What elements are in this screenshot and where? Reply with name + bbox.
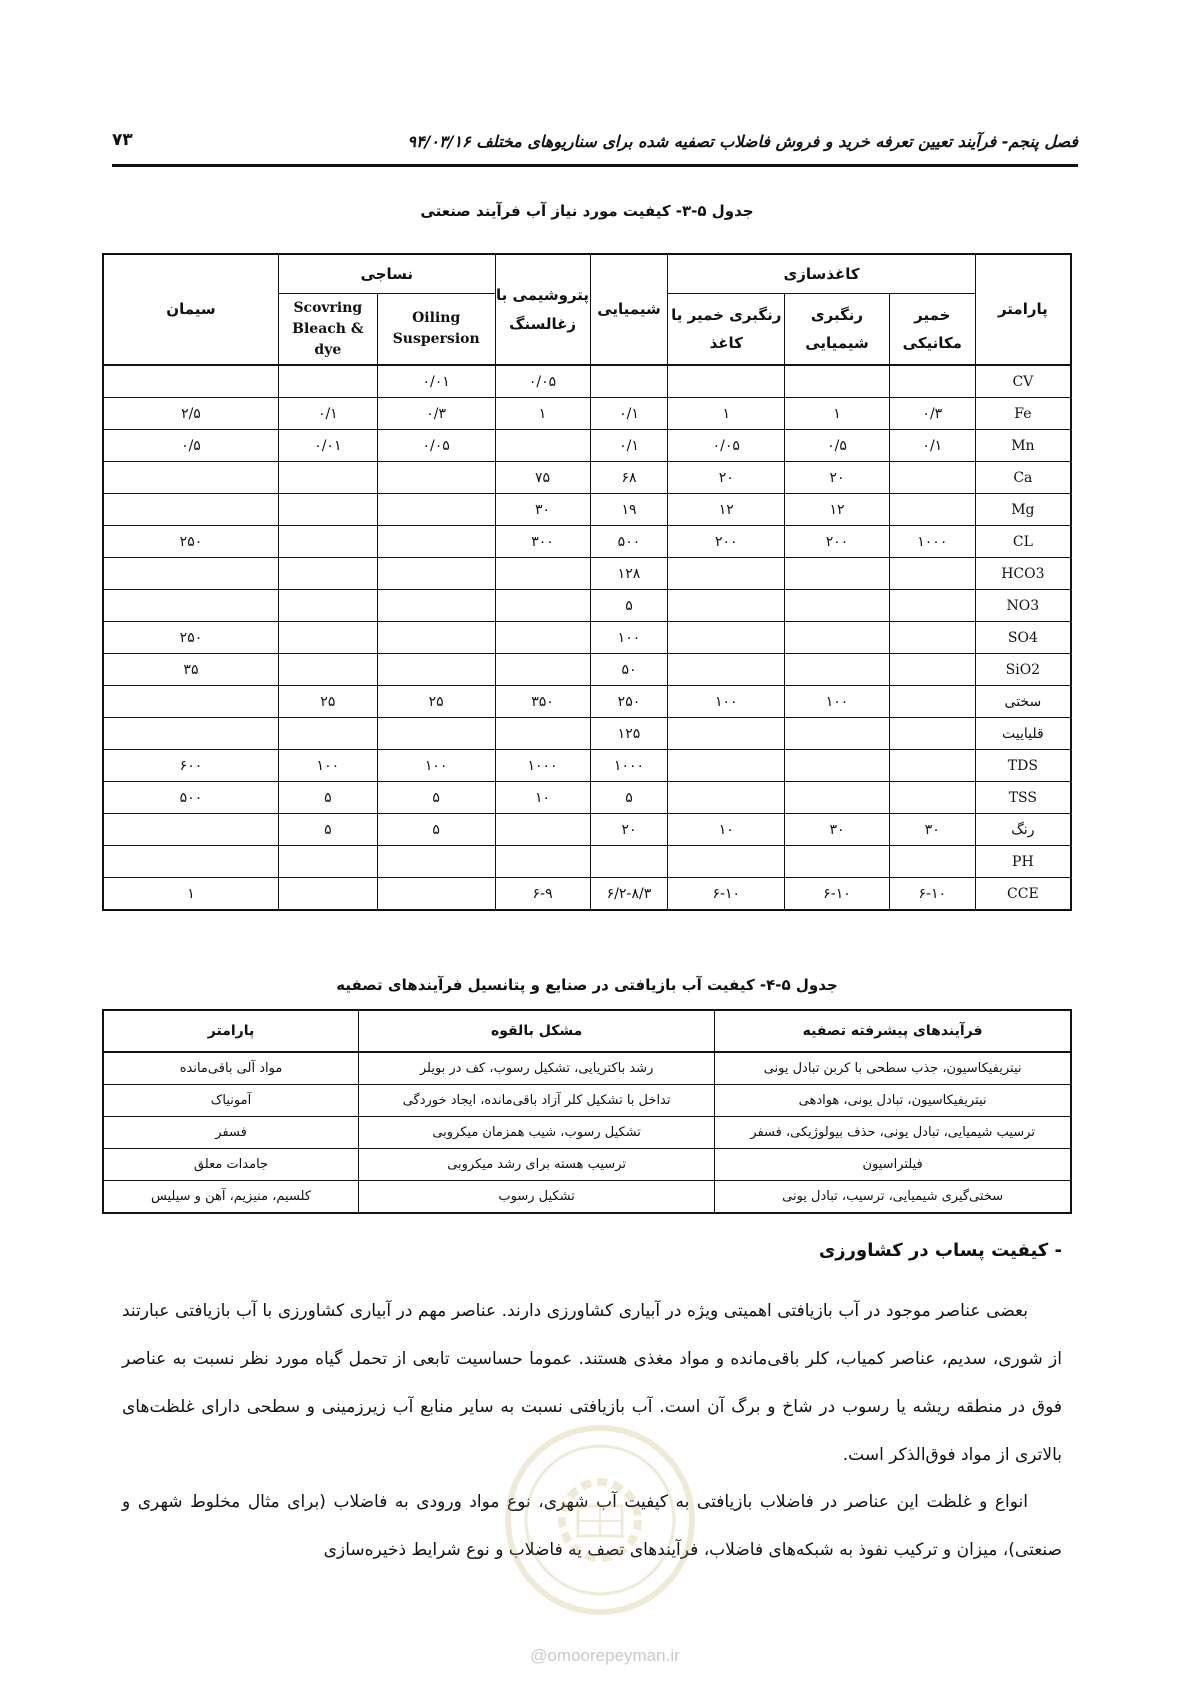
watermark-seal-icon xyxy=(500,1420,700,1630)
header-rule xyxy=(112,164,1078,167)
value-cell xyxy=(668,718,785,750)
value-cell xyxy=(668,846,785,878)
value-cell: ۳۵۰ xyxy=(495,686,590,718)
table-row xyxy=(103,814,1071,846)
table-row xyxy=(103,1149,1071,1181)
process-cell: فیلتراسیون xyxy=(715,1149,1071,1181)
value-cell xyxy=(377,526,495,558)
value-cell xyxy=(377,654,495,686)
parameter-cell: آمونیاک xyxy=(103,1085,359,1117)
chapter-title: فصل پنجم- فرآیند تعیین تعرفه خرید و فروش فاضلاب تصفیه شده برای سناریوهای مختلف ۹۴/۰۳/۱۶ xyxy=(407,132,1078,151)
header-paper: کاغذسازی xyxy=(668,254,975,294)
value-cell: ۶۸ xyxy=(590,462,668,494)
value-cell xyxy=(495,590,590,622)
value-cell xyxy=(103,462,278,494)
parameter-cell: Mn xyxy=(975,430,1071,462)
value-cell: ۳۵ xyxy=(103,654,278,686)
value-cell: ۵ xyxy=(377,782,495,814)
value-cell: ۰/۰۵ xyxy=(668,430,785,462)
parameter-cell: CL xyxy=(975,526,1071,558)
value-cell: ۱۲۸ xyxy=(590,558,668,590)
value-cell: ۱۲۵ xyxy=(590,718,668,750)
parameter-cell: HCO3 xyxy=(975,558,1071,590)
value-cell: ۵ xyxy=(590,590,668,622)
value-cell: ۰/۰۱ xyxy=(278,430,377,462)
process-cell: ترسیب شیمیایی، تبادل یونی، حذف بیولوژیکی، فسفر xyxy=(715,1117,1071,1149)
value-cell xyxy=(495,654,590,686)
parameter-cell: Mg xyxy=(975,494,1071,526)
value-cell xyxy=(785,718,890,750)
value-cell: ۲/۵ xyxy=(103,398,278,430)
value-cell xyxy=(103,814,278,846)
header-mechanical-pulp: خمیر مکانیکی xyxy=(889,294,975,366)
value-cell: ۲۰ xyxy=(785,462,890,494)
table2-caption: جدول ۵-۴- کیفیت آب بازیافتی در صنایع و پتانسیل فرآیندهای تصفیه xyxy=(336,976,838,994)
value-cell: ۱۰۰ xyxy=(785,686,890,718)
page-header xyxy=(112,128,1078,168)
value-cell xyxy=(278,718,377,750)
value-cell: ۱ xyxy=(668,398,785,430)
page-number: ۷۳ xyxy=(112,130,133,150)
value-cell xyxy=(495,846,590,878)
value-cell xyxy=(377,462,495,494)
parameter-cell: CCE xyxy=(975,878,1071,911)
parameter-cell: رنگ xyxy=(975,814,1071,846)
value-cell xyxy=(103,590,278,622)
value-cell xyxy=(889,558,975,590)
value-cell: ۵ xyxy=(590,782,668,814)
value-cell xyxy=(785,846,890,878)
value-cell xyxy=(889,654,975,686)
value-cell xyxy=(889,462,975,494)
value-cell: ۰/۱ xyxy=(278,398,377,430)
table-row xyxy=(103,622,1071,654)
table-row xyxy=(103,365,1071,398)
value-cell: ۶۰۰ xyxy=(103,750,278,782)
value-cell: ۱۲ xyxy=(668,494,785,526)
value-cell xyxy=(785,558,890,590)
header-scovring-bleach: Scovring Bleach & dye xyxy=(278,294,377,366)
value-cell xyxy=(377,494,495,526)
value-cell xyxy=(889,846,975,878)
value-cell: ۱۰۰۰ xyxy=(495,750,590,782)
value-cell xyxy=(377,718,495,750)
value-cell xyxy=(377,590,495,622)
header-textile: نساجی xyxy=(278,254,495,294)
table-row xyxy=(103,462,1071,494)
value-cell xyxy=(668,654,785,686)
value-cell xyxy=(889,622,975,654)
value-cell xyxy=(103,718,278,750)
value-cell xyxy=(889,750,975,782)
header-potential-problem: مشکل بالقوه xyxy=(359,1010,715,1052)
problem-cell: ترسیب هسته برای رشد میکروبی xyxy=(359,1149,715,1181)
section-heading: - کیفیت پساب در کشاورزی xyxy=(818,1240,1062,1261)
table-row xyxy=(103,430,1071,462)
value-cell: ۰/۰۵ xyxy=(377,430,495,462)
table-row xyxy=(103,750,1071,782)
table-row xyxy=(103,654,1071,686)
value-cell: ۵۰۰ xyxy=(590,526,668,558)
header-cement: سیمان xyxy=(103,254,278,365)
value-cell: ۱۰۰ xyxy=(668,686,785,718)
value-cell xyxy=(103,846,278,878)
parameter-cell: SiO2 xyxy=(975,654,1071,686)
value-cell xyxy=(377,558,495,590)
value-cell xyxy=(377,878,495,911)
value-cell: ۶-۱۰ xyxy=(785,878,890,911)
parameter-cell: Ca xyxy=(975,462,1071,494)
value-cell xyxy=(278,590,377,622)
recycled-water-treatment-table xyxy=(102,1009,1072,1214)
value-cell xyxy=(785,622,890,654)
parameter-cell: TSS xyxy=(975,782,1071,814)
value-cell: ۱ xyxy=(103,878,278,911)
table-row xyxy=(103,718,1071,750)
value-cell: ۱۰ xyxy=(495,782,590,814)
value-cell xyxy=(668,365,785,398)
value-cell xyxy=(668,782,785,814)
value-cell: ۲۵۰ xyxy=(590,686,668,718)
value-cell xyxy=(668,590,785,622)
value-cell: ۲۰۰ xyxy=(785,526,890,558)
value-cell xyxy=(377,846,495,878)
value-cell xyxy=(103,494,278,526)
value-cell: ۱۰۰ xyxy=(590,622,668,654)
value-cell: ۶/۲-۸/۳ xyxy=(590,878,668,911)
table-row xyxy=(103,398,1071,430)
process-cell: نیتریفیکاسیون، تبادل یونی، هوادهی xyxy=(715,1085,1071,1117)
parameter-cell: فسفر xyxy=(103,1117,359,1149)
value-cell: ۱۹ xyxy=(590,494,668,526)
header-treatment-processes: فرآیندهای پیشرفته تصفیه xyxy=(715,1010,1071,1052)
value-cell xyxy=(785,750,890,782)
body-paragraph: انواع و غلظت این عناصر در فاضلاب بازیافتی به کیفیت آب شهری، نوع مواد ورودی به فاضلاب (برای مثال مخلوط شهری و صنعتی)، میزان و ترکیب نفوذ به شبکه‌های فاضلاب، فرآیندهای تصف یه فاضلاب و نوع شرایط ذخیره‌سازی xyxy=(122,1492,1062,1560)
value-cell xyxy=(495,558,590,590)
value-cell: ۷۵ xyxy=(495,462,590,494)
table-row xyxy=(103,1181,1071,1214)
value-cell: ۱ xyxy=(495,398,590,430)
table1-caption: جدول ۵-۳- کیفیت مورد نیاز آب فرآیند صنعتی xyxy=(420,202,754,220)
value-cell: ۱۰۰۰ xyxy=(590,750,668,782)
value-cell: ۵۰ xyxy=(590,654,668,686)
value-cell: ۳۰ xyxy=(785,814,890,846)
header-parameter: پارامتر xyxy=(103,1010,359,1052)
parameter-cell: SO4 xyxy=(975,622,1071,654)
value-cell xyxy=(103,558,278,590)
value-cell xyxy=(495,622,590,654)
value-cell: ۵۰۰ xyxy=(103,782,278,814)
parameter-cell: کلسیم، منیزیم، آهن و سیلیس xyxy=(103,1181,359,1214)
value-cell: ۵ xyxy=(377,814,495,846)
value-cell xyxy=(278,654,377,686)
value-cell: ۲۰۰ xyxy=(668,526,785,558)
value-cell: ۳۰ xyxy=(889,814,975,846)
value-cell: ۵ xyxy=(278,782,377,814)
process-cell: سختی‌گیری شیمیایی، ترسیب، تبادل یونی xyxy=(715,1181,1071,1214)
table-row xyxy=(103,846,1071,878)
value-cell: ۲۵ xyxy=(377,686,495,718)
value-cell xyxy=(668,558,785,590)
industrial-water-quality-table xyxy=(102,253,1072,911)
value-cell: ۲۵ xyxy=(278,686,377,718)
value-cell: ۱ xyxy=(785,398,890,430)
table-row xyxy=(103,526,1071,558)
value-cell xyxy=(278,622,377,654)
value-cell xyxy=(785,654,890,686)
value-cell: ۰/۱ xyxy=(590,430,668,462)
body-paragraph: بعضی عناصر موجود در آب بازیافتی اهمیتی ویژه در آبیاری کشاورزی دارند. عناصر مهم در آبیاری کشاورزی با آب بازیافتی عبارتند از شوری، سدیم، عناصر کمیاب، کلر باقی‌مانده و مواد مغذی هستند. عموما حساسیت تابعی از تحمل گیاه مورد نظر نسبت به عناصر فوق در منطقه ریشه یا رسوب در شاخ و برگ آن است. آب بازیافتی نسبت به سایر منابع آب زیرزمینی و سطحی دارای غلظت‌های بالاتری از مواد فوق‌الذکر است. xyxy=(122,1301,1062,1465)
value-cell: ۰/۱ xyxy=(889,430,975,462)
table-row xyxy=(103,494,1071,526)
value-cell xyxy=(278,462,377,494)
table-row xyxy=(103,590,1071,622)
problem-cell: تداخل با تشکیل کلر آزاد باقی‌مانده، ایجاد خوردگی xyxy=(359,1085,715,1117)
value-cell xyxy=(785,365,890,398)
value-cell: ۰/۰۵ xyxy=(495,365,590,398)
header-chemical-bleaching: رنگبری شیمیایی xyxy=(785,294,890,366)
value-cell xyxy=(889,365,975,398)
value-cell: ۱۰ xyxy=(668,814,785,846)
value-cell xyxy=(668,622,785,654)
header-oiling-suspersion: Oiling Suspersion xyxy=(377,294,495,366)
value-cell xyxy=(278,526,377,558)
value-cell xyxy=(889,718,975,750)
value-cell xyxy=(377,622,495,654)
value-cell xyxy=(278,365,377,398)
value-cell: ۶-۱۰ xyxy=(889,878,975,911)
value-cell: ۲۵۰ xyxy=(103,526,278,558)
table-row xyxy=(103,686,1071,718)
parameter-cell: قلیاییت xyxy=(975,718,1071,750)
value-cell: ۳۰ xyxy=(495,494,590,526)
watermark-url: @omoorepeyman.ir xyxy=(530,1646,680,1665)
table-row xyxy=(103,1085,1071,1117)
value-cell: ۱۰۰ xyxy=(278,750,377,782)
value-cell xyxy=(495,718,590,750)
problem-cell: تشکیل رسوب، شیب همزمان میکروبی xyxy=(359,1117,715,1149)
table-row xyxy=(103,782,1071,814)
value-cell: ۶-۹ xyxy=(495,878,590,911)
header-pulp-bleaching: رنگبری خمیر یا کاغذ xyxy=(668,294,785,366)
value-cell xyxy=(785,782,890,814)
value-cell: ۲۰ xyxy=(668,462,785,494)
parameter-cell: CV xyxy=(975,365,1071,398)
value-cell xyxy=(889,590,975,622)
value-cell xyxy=(495,430,590,462)
value-cell xyxy=(889,782,975,814)
parameter-cell: NO3 xyxy=(975,590,1071,622)
table-row xyxy=(103,1052,1071,1085)
value-cell xyxy=(278,558,377,590)
parameter-cell: مواد آلی باقی‌مانده xyxy=(103,1052,359,1085)
value-cell: ۰/۵ xyxy=(103,430,278,462)
value-cell xyxy=(278,878,377,911)
value-cell: ۱۰۰۰ xyxy=(889,526,975,558)
value-cell xyxy=(278,494,377,526)
value-cell xyxy=(103,686,278,718)
value-cell: ۲۵۰ xyxy=(103,622,278,654)
parameter-cell: سختی xyxy=(975,686,1071,718)
value-cell: ۳۰۰ xyxy=(495,526,590,558)
problem-cell: رشد باکتریایی، تشکیل رسوب، کف در بویلر xyxy=(359,1052,715,1085)
table-row xyxy=(103,878,1071,911)
value-cell: ۵ xyxy=(278,814,377,846)
value-cell: ۰/۵ xyxy=(785,430,890,462)
value-cell: ۲۰ xyxy=(590,814,668,846)
value-cell xyxy=(590,365,668,398)
value-cell xyxy=(495,814,590,846)
header-petrochemical: پتروشیمی با زغالسنگ xyxy=(495,254,590,365)
value-cell: ۰/۰۱ xyxy=(377,365,495,398)
value-cell: ۰/۱ xyxy=(590,398,668,430)
value-cell xyxy=(278,846,377,878)
header-chemical: شیمیایی xyxy=(590,254,668,365)
table-row xyxy=(103,1117,1071,1149)
parameter-cell: Fe xyxy=(975,398,1071,430)
table-row xyxy=(103,558,1071,590)
value-cell xyxy=(785,590,890,622)
value-cell xyxy=(668,750,785,782)
value-cell xyxy=(889,686,975,718)
process-cell: نیتریفیکاسیون، جذب سطحی با کربن تبادل یونی xyxy=(715,1052,1071,1085)
value-cell: ۶-۱۰ xyxy=(668,878,785,911)
value-cell: ۰/۳ xyxy=(889,398,975,430)
parameter-cell: PH xyxy=(975,846,1071,878)
value-cell: ۱۰۰ xyxy=(377,750,495,782)
value-cell xyxy=(590,846,668,878)
header-parameter: پارامتر xyxy=(975,254,1071,365)
value-cell xyxy=(103,365,278,398)
value-cell: ۱۲ xyxy=(785,494,890,526)
problem-cell: تشکیل رسوب xyxy=(359,1181,715,1214)
parameter-cell: جامدات معلق xyxy=(103,1149,359,1181)
value-cell xyxy=(889,494,975,526)
value-cell: ۰/۳ xyxy=(377,398,495,430)
parameter-cell: TDS xyxy=(975,750,1071,782)
